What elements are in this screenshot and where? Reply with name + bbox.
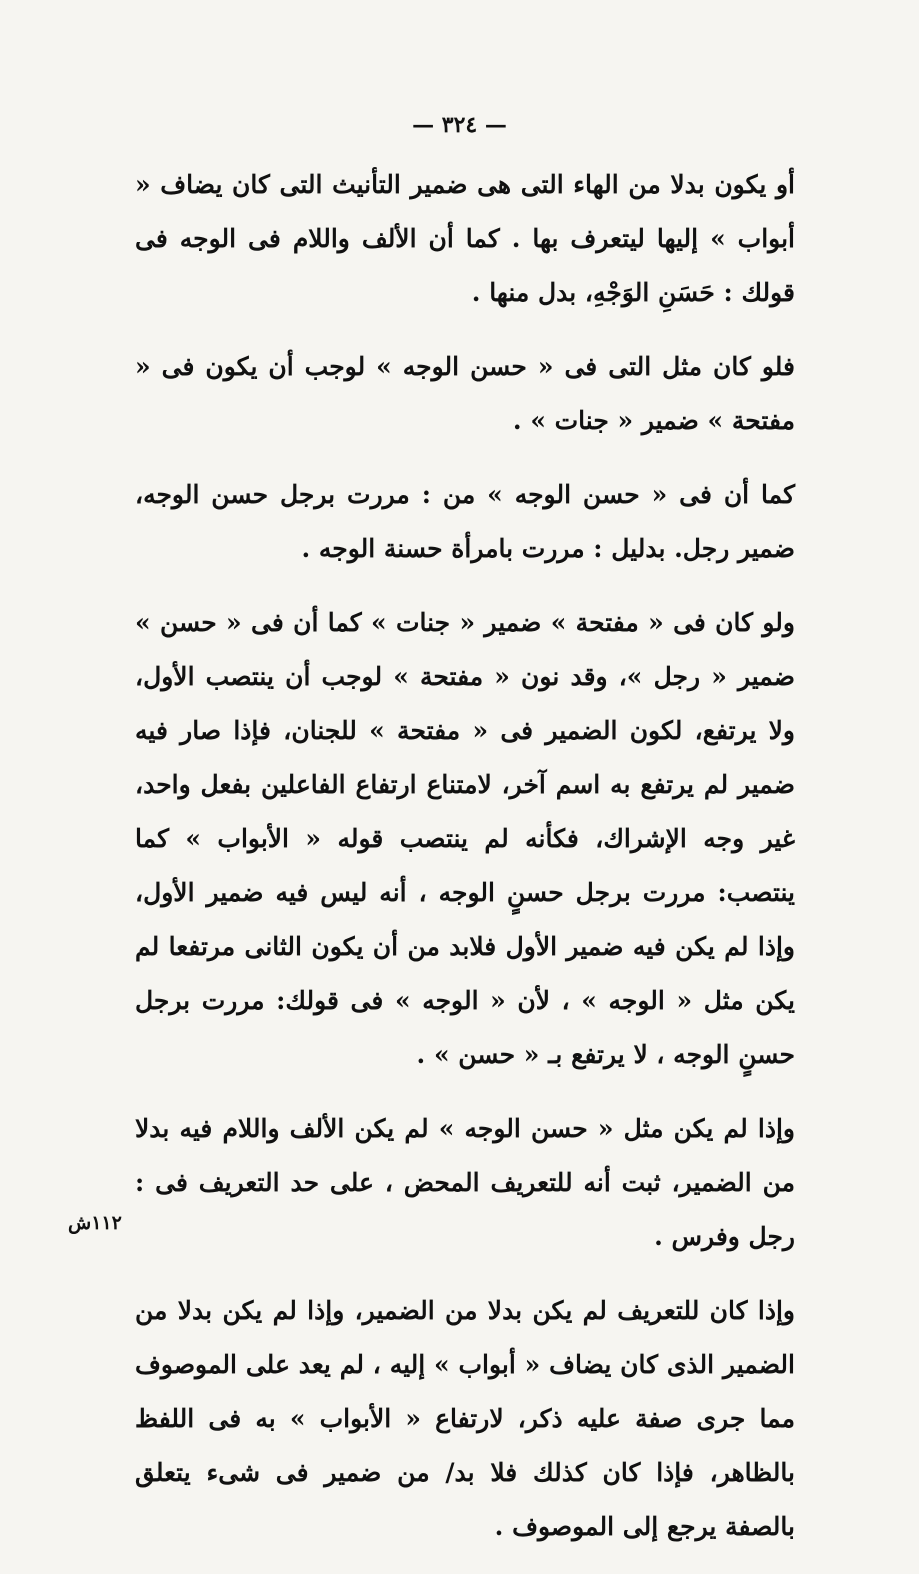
paragraph-2: فلو كان مثل التى فى « حسن الوجه » لوجب أن يكون فى « مفتحة » ضمير « جنات » . [135, 352, 795, 435]
paragraph-1: أو يكون بدلا من الهاء التى هى ضمير التأنيث التى كان يضاف « أبواب » إليها ليتعرف بها . كما أن الألف واللام فى الوجه فى قولك : حَسَنِ الوَجْهِ، بدل منها . [135, 170, 795, 307]
paragraph-3: كما أن فى « حسن الوجه » من : مررت برجل حسن الوجه، ضمير رجل. بدليل : مررت بامرأة حسنة الوجه . [135, 480, 795, 563]
paragraph-4: ولو كان فى « مفتحة » ضمير « جنات » كما أن فى « حسن » ضمير « رجل »، وقد نون « مفتحة » لوجب أن ينتصب الأول، ولا يرتفع، لكون الضمير فى « مفتحة » للجنان، فإذا صار فيه ضمير لم يرتفع به اسم آخر، لامتناع ارتفاع الفاعلين بفعل واحد، غير وجه الإشراك، فكأنه لم ينتصب قوله « الأبواب » كما ينتصب: مررت برجل حسنٍ الوجه ، أنه ليس فيه ضمير الأول، وإذا لم يكن فيه ضمير الأول فلابد من أن يكون الثانى مرتفعا لم يكن مثل « الوجه » ، لأن « الوجه » فى قولك: مررت برجل حسنٍ الوجه ، لا يرتفع بـ « حسن » . [135, 608, 795, 1069]
signature-mark: ١١٢ش [68, 1212, 122, 1234]
paragraph-6: وإذا كان للتعريف لم يكن بدلا من الضمير، وإذا لم يكن بدلا من الضمير الذى كان يضاف « أبواب » إليه ، لم يعد على الموصوف مما جرى صفة عليه ذكر، لارتفاع « الأبواب » به فى اللفظ بالظاهر، فإذا كان كذلك فلا بد/ من ضمير فى شىء يتعلق بالصفة يرجع إلى الموصوف . [135, 1296, 795, 1541]
page-number: — ٣٢٤ — [412, 112, 507, 138]
paragraph-5: وإذا لم يكن مثل « حسن الوجه » لم يكن الألف واللام فيه بدلا من الضمير، ثبت أنه للتعريف المحض ، على حد التعريف فى : رجل وفرس . [135, 1114, 795, 1251]
body-text [135, 158, 795, 1574]
